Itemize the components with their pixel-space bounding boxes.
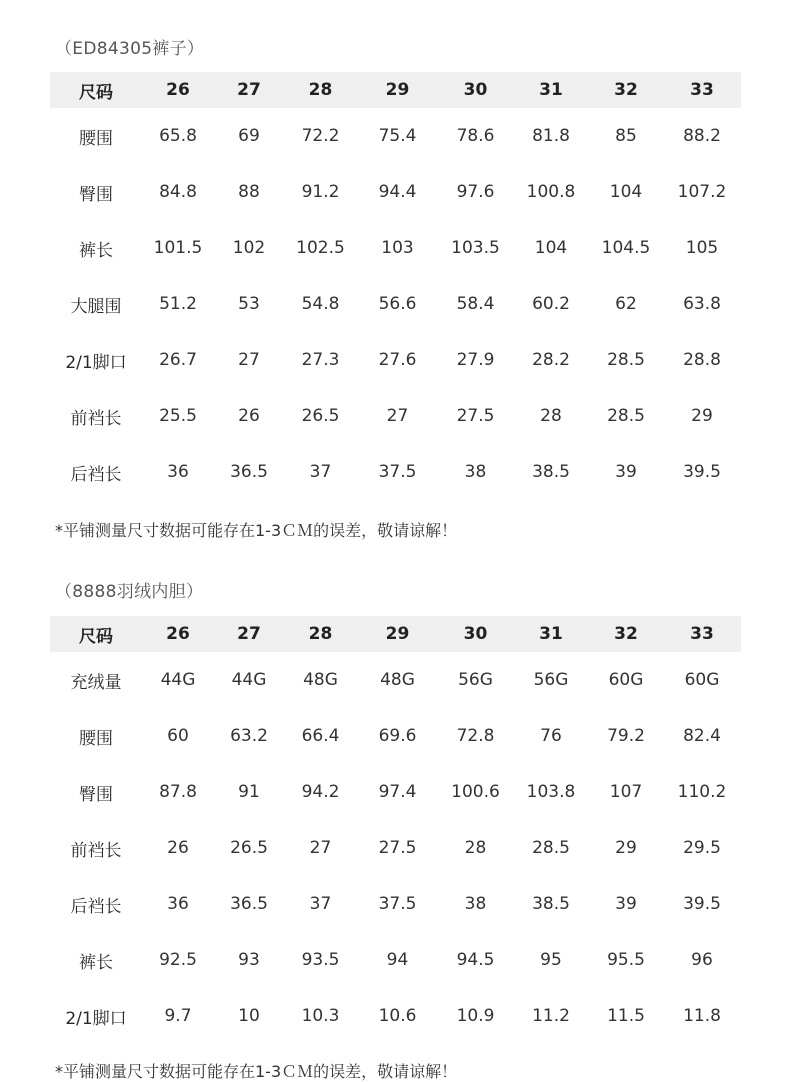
measurement-value: 27.9 (456, 350, 495, 370)
measurement-value: 44G (160, 670, 196, 690)
table-row (50, 764, 741, 820)
measurement-value: 88 (238, 182, 260, 202)
measurement-value: 28.5 (607, 406, 645, 426)
measurement-value: 91.2 (301, 182, 340, 202)
measurement-value: 36.5 (230, 462, 268, 482)
measurement-value: 60.2 (532, 294, 570, 314)
measurement-value: 39 (615, 894, 637, 914)
measurement-value: 85 (615, 126, 637, 146)
measurement-value: 39.5 (683, 462, 721, 482)
measurement-value: 97.6 (456, 182, 495, 202)
down-liner-size-table (50, 616, 741, 1044)
measurement-value: 39 (615, 462, 637, 482)
measurement-value: 63.2 (230, 726, 268, 746)
measurement-value: 29 (691, 406, 713, 426)
measurement-value: 11.8 (683, 1006, 721, 1026)
measurement-value: 25.5 (159, 406, 197, 426)
measurement-value: 28.2 (532, 350, 570, 370)
measurement-value: 26 (167, 838, 189, 858)
size-header-cell: 31 (539, 624, 563, 644)
size-header-cell: 28 (308, 80, 333, 100)
measurement-value: 44G (231, 670, 267, 690)
measurement-label: 裤长 (79, 952, 113, 973)
measurement-value: 94.2 (301, 782, 340, 802)
measurement-value: 92.5 (159, 950, 197, 970)
measurement-value: 96 (691, 950, 713, 970)
measurement-value: 10.9 (456, 1006, 495, 1026)
measurement-value: 27.5 (456, 406, 495, 426)
measurement-value: 27.6 (378, 350, 417, 370)
measurement-value: 88.2 (683, 126, 721, 146)
section-title: （8888羽绒内胆） (55, 582, 204, 602)
measurement-label: 充绒量 (70, 672, 122, 693)
measurement-value: 87.8 (159, 782, 197, 802)
measurement-value: 28.8 (683, 350, 721, 370)
measurement-note: *平铺测量尺寸数据可能存在1-3ＣＭ的误差，敬请谅解！ (55, 521, 458, 540)
measurement-value: 65.8 (159, 126, 197, 146)
measurement-value: 81.8 (532, 126, 570, 146)
size-header-cell: 27 (237, 624, 261, 644)
measurement-value: 75.4 (378, 126, 417, 146)
size-header-cell: 31 (539, 80, 563, 100)
measurement-value: 38.5 (532, 462, 570, 482)
table-row (50, 932, 741, 988)
measurement-value: 36 (167, 462, 189, 482)
measurement-value: 100.6 (451, 782, 500, 802)
size-header-cell: 33 (690, 80, 714, 100)
measurement-label: 裤长 (79, 240, 113, 261)
measurement-value: 56.6 (378, 294, 417, 314)
measurement-value: 72.2 (301, 126, 340, 146)
measurement-value: 37.5 (378, 462, 417, 482)
table-header-row (50, 616, 741, 652)
measurement-value: 60G (684, 670, 720, 690)
measurement-value: 103 (381, 238, 414, 258)
measurement-value: 63.8 (683, 294, 721, 314)
measurement-value: 53 (238, 294, 260, 314)
measurement-label: 前裆长 (70, 840, 122, 861)
measurement-value: 36.5 (230, 894, 268, 914)
measurement-value: 11.5 (607, 1006, 645, 1026)
size-header-cell: 30 (463, 624, 488, 644)
measurement-value: 28 (464, 838, 487, 858)
measurement-value: 38 (464, 894, 487, 914)
measurement-value: 58.4 (456, 294, 495, 314)
measurement-value: 10 (238, 1006, 260, 1026)
measurement-value: 10.3 (301, 1006, 340, 1026)
measurement-value: 26.7 (159, 350, 197, 370)
measurement-value: 102.5 (296, 238, 345, 258)
measurement-value: 95.5 (607, 950, 645, 970)
measurement-value: 103.5 (451, 238, 500, 258)
measurement-value: 69.6 (378, 726, 417, 746)
measurement-value: 76 (540, 726, 562, 746)
measurement-value: 26 (238, 406, 260, 426)
section-title: （ED84305裤子） (55, 39, 205, 59)
measurement-label: 后裆长 (70, 464, 122, 485)
table-row (50, 708, 741, 764)
measurement-value: 95 (540, 950, 562, 970)
measurement-value: 60G (608, 670, 644, 690)
measurement-value: 69 (238, 126, 260, 146)
measurement-value: 39.5 (683, 894, 721, 914)
measurement-value: 28.5 (607, 350, 645, 370)
size-header-cell: 29 (385, 80, 410, 100)
table-row (50, 876, 741, 932)
measurement-value: 36 (167, 894, 189, 914)
measurement-value: 105 (685, 238, 719, 258)
measurement-value: 37.5 (378, 894, 417, 914)
size-header-cell: 26 (166, 80, 190, 100)
measurement-value: 28 (540, 406, 562, 426)
measurement-value: 104.5 (601, 238, 651, 258)
measurement-value: 9.7 (164, 1006, 192, 1026)
measurement-value: 91 (238, 782, 260, 802)
measurement-label: 后裆长 (70, 896, 122, 917)
measurement-value: 56G (458, 670, 493, 690)
measurement-value: 54.8 (301, 294, 340, 314)
measurement-value: 82.4 (683, 726, 721, 746)
measurement-value: 26.5 (301, 406, 340, 426)
measurement-value: 38.5 (532, 894, 570, 914)
measurement-value: 94 (386, 950, 409, 970)
measurement-value: 29.5 (683, 838, 721, 858)
size-header-cell: 30 (463, 80, 488, 100)
measurement-value: 72.8 (456, 726, 495, 746)
measurement-value: 27 (309, 838, 332, 858)
measurement-value: 79.2 (607, 726, 645, 746)
measurement-value: 94.5 (456, 950, 495, 970)
measurement-value: 93.5 (301, 950, 340, 970)
size-header-cell: 29 (385, 624, 410, 644)
measurement-label: 2/1脚口 (65, 352, 127, 373)
measurement-value: 27.5 (378, 838, 417, 858)
table-row (50, 988, 741, 1044)
measurement-value: 103.8 (526, 782, 576, 802)
measurement-value: 100.8 (526, 182, 576, 202)
measurement-value: 62 (615, 294, 637, 314)
measurement-value: 84.8 (159, 182, 197, 202)
measurement-value: 97.4 (378, 782, 417, 802)
measurement-value: 51.2 (159, 294, 197, 314)
size-header-cell: 27 (237, 80, 261, 100)
measurement-value: 37 (309, 462, 332, 482)
measurement-value: 78.6 (456, 126, 495, 146)
size-header-label: 尺码 (79, 82, 113, 103)
measurement-value: 48G (303, 670, 338, 690)
measurement-label: 大腿围 (70, 296, 122, 317)
measurement-value: 10.6 (378, 1006, 417, 1026)
measurement-label: 臀围 (79, 784, 113, 805)
measurement-value: 110.2 (677, 782, 727, 802)
measurement-value: 26.5 (230, 838, 268, 858)
measurement-label: 2/1脚口 (65, 1008, 127, 1029)
size-header-cell: 32 (614, 80, 638, 100)
measurement-value: 28.5 (532, 838, 570, 858)
size-header-cell: 28 (308, 624, 333, 644)
size-header-cell: 33 (690, 624, 714, 644)
measurement-label: 臀围 (79, 184, 113, 205)
measurement-value: 27 (238, 350, 260, 370)
size-header-cell: 32 (614, 624, 638, 644)
measurement-value: 48G (380, 670, 415, 690)
measurement-value: 56G (533, 670, 569, 690)
measurement-value: 37 (309, 894, 332, 914)
measurement-value: 93 (238, 950, 260, 970)
size-header-cell: 26 (166, 624, 190, 644)
measurement-label: 腰围 (79, 128, 113, 149)
measurement-value: 101.5 (153, 238, 203, 258)
measurement-label: 腰围 (79, 728, 113, 749)
measurement-value: 104 (534, 238, 568, 258)
measurement-value: 27.3 (301, 350, 340, 370)
measurement-value: 94.4 (378, 182, 417, 202)
measurement-value: 66.4 (301, 726, 340, 746)
measurement-value: 11.2 (532, 1006, 570, 1026)
measurement-value: 102 (232, 238, 266, 258)
measurement-value: 27 (386, 406, 409, 426)
measurement-value: 107 (609, 782, 643, 802)
measurement-value: 38 (464, 462, 487, 482)
table-row (50, 652, 741, 708)
measurement-value: 60 (167, 726, 189, 746)
measurement-label: 前裆长 (70, 408, 122, 429)
measurement-value: 107.2 (677, 182, 727, 202)
measurement-note: *平铺测量尺寸数据可能存在1-3ＣＭ的误差，敬请谅解！ (55, 1062, 458, 1081)
measurement-value: 104 (609, 182, 643, 202)
measurement-value: 29 (615, 838, 637, 858)
size-header-label: 尺码 (79, 626, 113, 647)
table-row (50, 820, 741, 876)
